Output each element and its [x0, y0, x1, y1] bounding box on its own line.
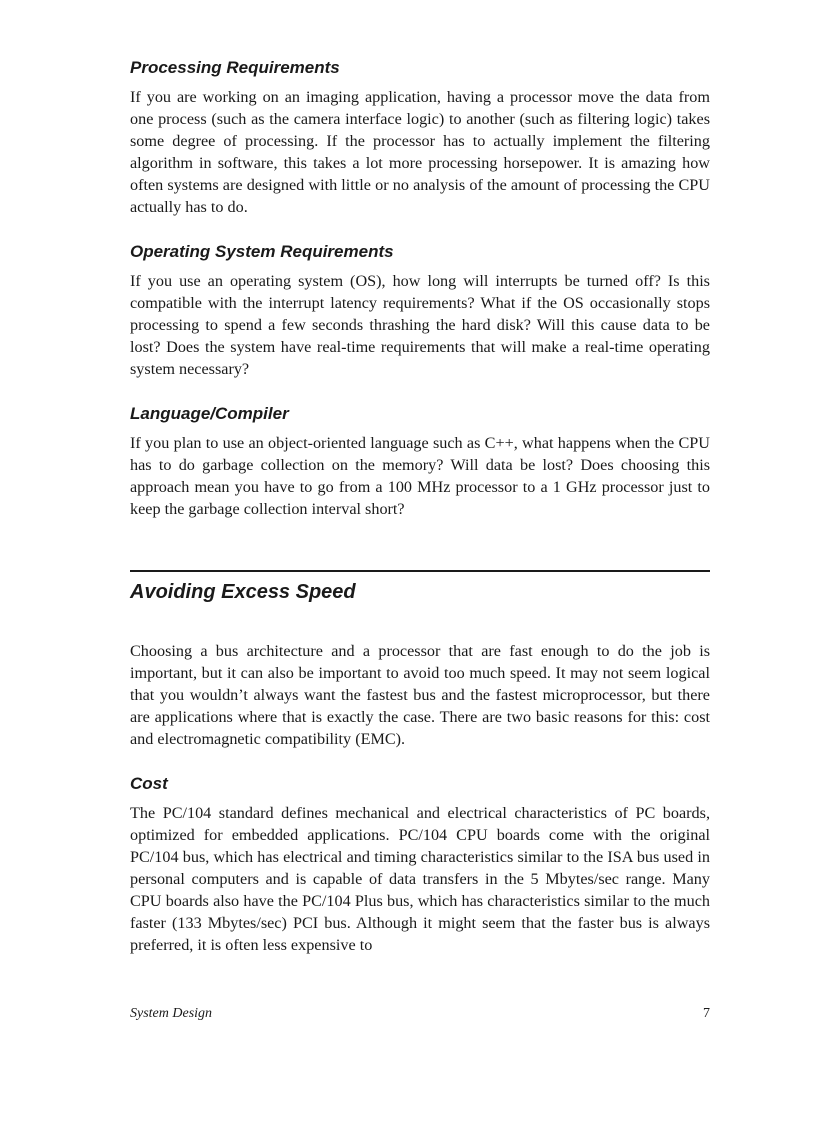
section-paragraph: Choosing a bus architecture and a processor that are fast enough to do the job is important, but it can also be important to avoid too much speed. It may not seem logical that you wouldn’t always want the fastest bus and the fastest microprocessor, but there are applications where that is exactly the case. There are two basic reasons for this: cost and electromagnetic compatibility (EMC). — [130, 642, 710, 748]
section-divider — [130, 570, 710, 572]
section-paragraph: If you use an operating system (OS), how long will interrupts be turned off? Is this compatible with the interrupt latency requirements? What if the OS occasionally stops processing to spend a few seconds thrashing the hard disk? Will this cause data to be lost? Does the system have real-time requirements that will make a real-time operating system necessary? — [130, 272, 710, 378]
section-operating-system-requirements — [130, 242, 710, 380]
section-paragraph: If you plan to use an object-oriented language such as C++, what happens when the CPU has to do garbage collection on the memory? Will data be lost? Does choosing this approach mean you have to go from a 100 MHz processor to a 1 GHz processor just to keep the garbage collection interval short? — [130, 434, 710, 518]
section-heading: Operating System Requirements — [130, 242, 394, 261]
section-cost — [130, 774, 710, 956]
section-paragraph: If you are working on an imaging application, having a processor move the data from one process (such as the camera interface logic) to another (such as filtering logic) takes some degree of processing. If the processor has to actually implement the filtering algorithm in software, this takes a lot more processing horsepower. It is amazing how often systems are designed with little or no analysis of the amount of processing the CPU actually has to do. — [130, 88, 710, 216]
page-content — [130, 58, 710, 980]
page-number: 7 — [703, 1006, 710, 1021]
section-paragraph: The PC/104 standard defines mechanical and electrical characteristics of PC boards, optimized for embedded applications. PC/104 CPU boards come with the original PC/104 bus, which has electrical and timing characteristics similar to the ISA bus used in personal computers and is capable of data transfers in the 5 Mbytes/sec range. Many CPU boards also have the PC/104 Plus bus, which has characteristics similar to the much faster (133 Mbytes/sec) PCI bus. Although it might seem that the faster bus is always preferred, it is often less expensive to — [130, 804, 710, 954]
major-heading: Avoiding Excess Speed — [130, 581, 356, 603]
section-heading: Cost — [130, 774, 168, 793]
section-avoiding-excess-speed — [130, 580, 710, 750]
page-footer — [130, 1006, 710, 1022]
section-processing-requirements — [130, 58, 710, 218]
running-title: System Design — [130, 1006, 213, 1021]
section-heading: Language/Compiler — [130, 404, 289, 423]
section-heading: Processing Requirements — [130, 58, 340, 77]
section-language-compiler — [130, 404, 710, 520]
